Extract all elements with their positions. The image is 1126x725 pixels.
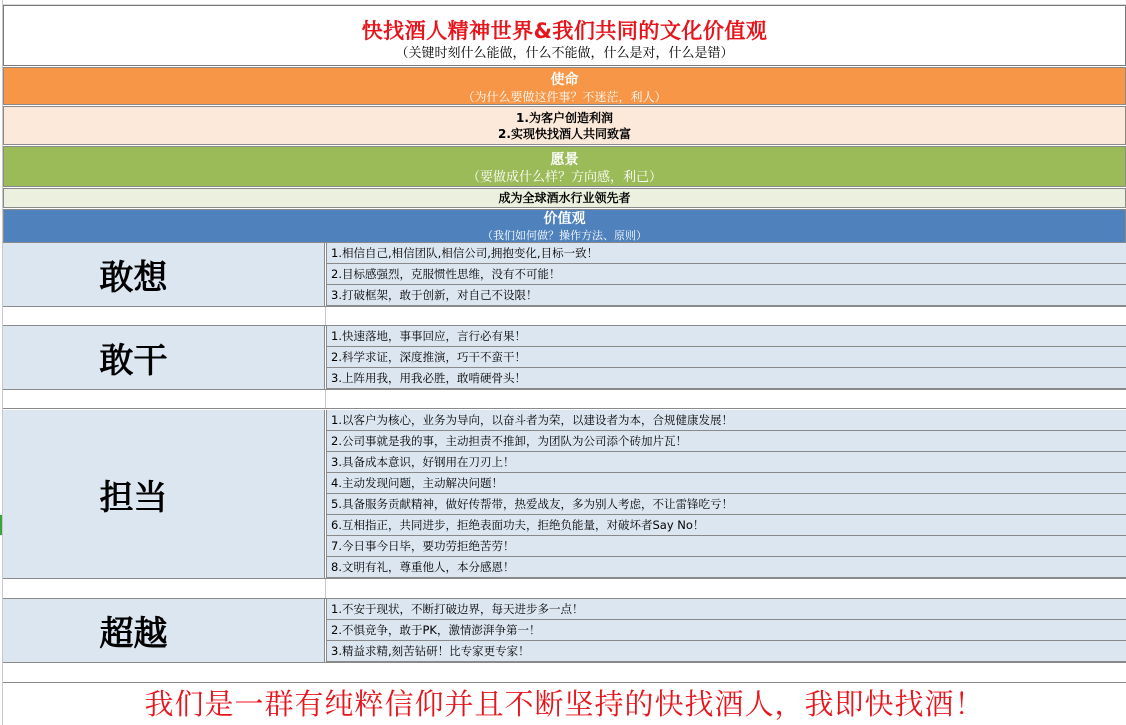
value-group-gangan [3,326,1126,389]
vision-statement[interactable]: 成为全球酒水行业领先者 [3,188,1126,208]
mission-item: 2.实现快找酒人共同致富 [498,127,631,141]
values-subheading: （我们如何做？操作方法、原则） [482,229,647,242]
values-heading: 价值观 [543,211,586,227]
value-item[interactable]: 3.上阵用我，用我必胜，敢啃硬骨头！ [326,368,1126,389]
value-item[interactable]: 6.互相指正，共同进步，拒绝表面功夫，拒绝负能量，对破坏者Say No！ [326,515,1126,536]
value-item[interactable]: 1.以客户为核心，业务为导向，以奋斗者为荣，以建设者为本，合规健康发展！ [326,410,1126,431]
value-item[interactable]: 3.打破框架，敢于创新，对自己不设限！ [326,285,1126,306]
spreadsheet-sheet [2,0,1126,725]
value-group-chaoyue [3,599,1126,662]
slogan[interactable]: 我们是一群有纯粹信仰并且不断坚持的快找酒人，我即快找酒！ [3,682,1126,725]
value-item[interactable]: 1.不安于现状，不断打破边界，每天进步多一点！ [326,599,1126,620]
value-item[interactable]: 5.具备服务贡献精神，做好传帮带，热爱战友，多为别人考虑，不让雷锋吃亏！ [326,494,1126,515]
value-group-label[interactable]: 超越 [3,599,325,662]
spacer-row[interactable] [3,389,1126,409]
value-item[interactable]: 4.主动发现问题，主动解决问题！ [326,473,1126,494]
value-item[interactable]: 2.公司事就是我的事，主动担责不推卸，为团队为公司添个砖加片瓦！ [326,431,1126,452]
value-group-ganxiang [3,243,1126,306]
value-group-label[interactable]: 担当 [3,410,325,578]
spacer-row[interactable] [3,306,1126,326]
mission-header[interactable] [3,67,1126,105]
vision-subheading: （要做成什么样？方向感，利己） [466,170,662,185]
value-item[interactable]: 3.具备成本意识，好钢用在刀刃上！ [326,452,1126,473]
value-item[interactable]: 8.文明有礼，尊重他人，本分感恩！ [326,557,1126,578]
page-subtitle: （关键时刻什么能做，什么不能做，什么是对，什么是错） [395,46,734,61]
row-selection-marker [0,515,2,535]
mission-subheading: （为什么要做这件事？不迷茫，利人） [462,90,667,104]
value-item[interactable]: 7.今日事今日毕，要功劳拒绝苦劳！ [326,536,1126,557]
mission-heading: 使命 [550,72,579,88]
value-item[interactable]: 3.精益求精,刻苦钻研！比专家更专家！ [326,641,1126,662]
value-group-dandang [3,410,1126,578]
value-item[interactable]: 2.目标感强烈，克服惯性思维，没有不可能！ [326,264,1126,285]
mission-body[interactable] [3,106,1126,145]
values-header[interactable] [3,209,1126,243]
value-item[interactable]: 1.快速落地，事事回应，言行必有果！ [326,326,1126,347]
value-group-label[interactable]: 敢干 [3,326,325,389]
vision-heading: 愿景 [550,152,579,168]
value-item[interactable]: 1.相信自己,相信团队,相信公司,拥抱变化,目标一致！ [326,243,1126,264]
spacer-row[interactable] [3,662,1126,683]
value-item[interactable]: 2.科学求证，深度推演，巧干不蛮干！ [326,347,1126,368]
value-group-label[interactable]: 敢想 [3,243,325,306]
title-block[interactable] [3,5,1126,66]
value-item[interactable]: 2.不惧竞争，敢于PK，激情澎湃争第一！ [326,620,1126,641]
spacer-row[interactable] [3,578,1126,599]
vision-header[interactable] [3,146,1126,187]
page-title: 快找酒人精神世界&我们共同的文化价值观 [361,19,768,43]
mission-item: 1.为客户创造利润 [516,111,613,125]
